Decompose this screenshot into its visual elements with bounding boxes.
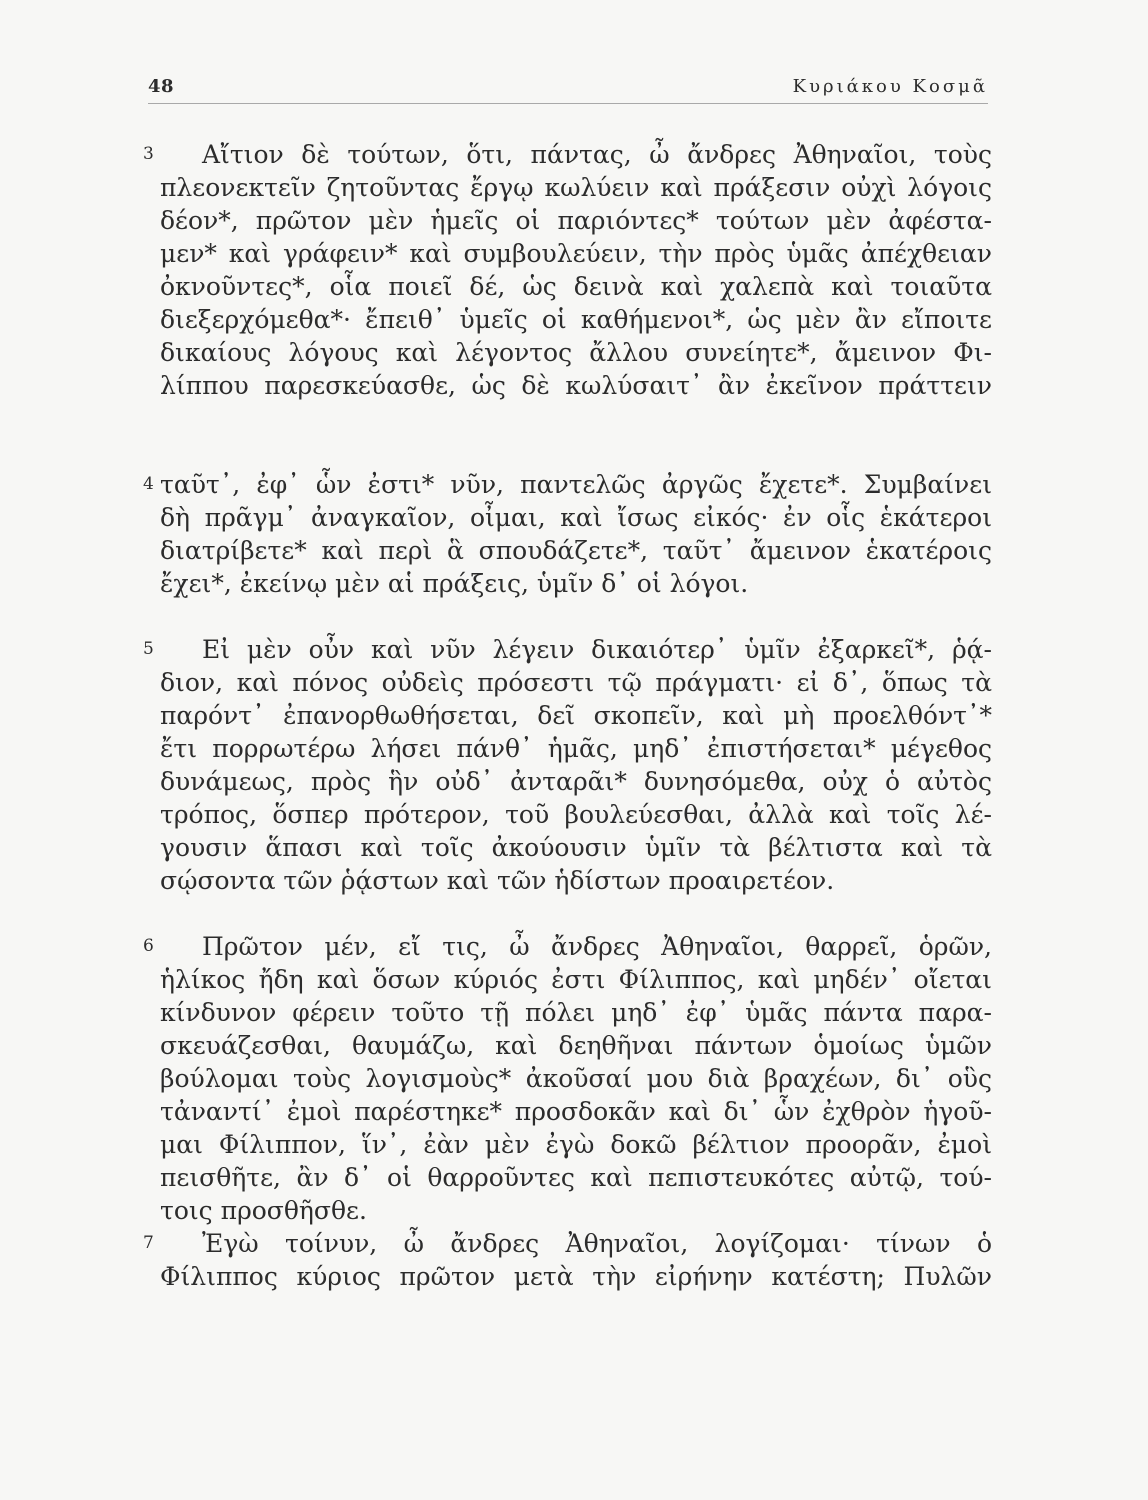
- text-line: Ἐγὼ τοίνυν, ὦ ἄνδρες Ἀθηναῖοι, λογίζομαι· τίνων ὁ: [202, 1229, 992, 1258]
- text-line: δέον*, πρῶτον μὲν ἡμεῖς οἱ παριόντες* τούτων μὲν ἀφέστα-: [160, 206, 992, 235]
- text-line: βούλομαι τοὺς λογισμοὺς* ἀκοῦσαί μου διὰ βραχέων, δι᾽ οὓς: [160, 1064, 992, 1093]
- text-line: ἔχει*, ἐκείνῳ μὲν αἱ πράξεις, ὑμῖν δ᾽ οἱ λόγοι.: [160, 569, 749, 598]
- text-line: δὴ πρᾶγμ᾽ ἀναγκαῖον, οἶμαι, καὶ ἴσως εἰκός· ἐν οἷς ἑκάτεροι: [160, 503, 992, 532]
- page-number: 48: [148, 76, 175, 97]
- text-line: Αἴτιον δὲ τούτων, ὅτι, πάντας, ὦ ἄνδρες Ἀθηναῖοι, τοὺς: [202, 140, 992, 169]
- text-line: κίνδυνον φέρειν τοῦτο τῇ πόλει μηδ᾽ ἐφ᾽ ὑμᾶς πάντα παρα-: [160, 998, 992, 1027]
- text-line: Πρῶτον μέν, εἴ τις, ὦ ἄνδρες Ἀθηναῖοι, θαρρεῖ, ὁρῶν,: [202, 932, 992, 961]
- text-line: μεν* καὶ γράφειν* καὶ συμβουλεύειν, τὴν πρὸς ὑμᾶς ἀπέχθειαν: [160, 239, 992, 268]
- text-line: μαι Φίλιππον, ἵν᾽, ἐὰν μὲν ἐγὼ δοκῶ βέλτιον προορᾶν, ἐμοὶ: [160, 1130, 992, 1159]
- text-line: σκευάζεσθαι, θαυμάζω, καὶ δεηθῆναι πάντων ὁμοίως ὑμῶν: [160, 1031, 992, 1060]
- text-line: ὀκνοῦντες*, οἷα ποιεῖ δέ, ὡς δεινὰ καὶ χαλεπὰ καὶ τοιαῦτα: [160, 272, 992, 301]
- section-marker-4: 4: [143, 474, 154, 494]
- section-marker-7: 7: [143, 1233, 154, 1253]
- text-line: πεισθῆτε, ἂν δ᾽ οἱ θαρροῦντες καὶ πεπιστευκότες αὐτῷ, τού-: [160, 1163, 992, 1192]
- running-title: Κυριάκου Κοσμᾶ: [792, 76, 988, 97]
- text-line: γουσιν ἅπασι καὶ τοῖς ἀκούουσιν ὑμῖν τὰ βέλτιστα καὶ τὰ: [160, 833, 992, 862]
- section-marker-3: 3: [143, 144, 154, 164]
- text-line: δικαίους λόγους καὶ λέγοντος ἄλλου συνείητε*, ἄμεινον Φι-: [160, 338, 992, 367]
- text-line: τοις προσθῆσθε.: [160, 1196, 367, 1225]
- text-line: ἡλίκος ἤδη καὶ ὅσων κύριός ἐστι Φίλιππος, καὶ μηδέν᾽ οἴεται: [160, 965, 992, 994]
- text-line: σῴσοντα τῶν ῥᾴστων καὶ τῶν ἡδίστων προαιρετέον.: [160, 866, 835, 895]
- text-line: διον, καὶ πόνος οὐδεὶς πρόσεστι τῷ πράγματι· εἰ δ᾽, ὅπως τὰ: [160, 668, 992, 697]
- text-line: παρόντ᾽ ἐπανορθωθήσεται, δεῖ σκοπεῖν, καὶ μὴ προελθόντ᾽*: [160, 701, 992, 730]
- text-line: διεξερχόμεθα*· ἔπειθ᾽ ὑμεῖς οἱ καθήμενοι*, ὡς μὲν ἂν εἴποιτε: [160, 305, 992, 334]
- text-line: Εἰ μὲν οὖν καὶ νῦν λέγειν δικαιότερ᾽ ὑμῖν ἐξαρκεῖ*, ῥᾴ-: [202, 635, 992, 664]
- text-line: πλεονεκτεῖν ζητοῦντας ἔργῳ κωλύειν καὶ πράξεσιν οὐχὶ λόγοις: [160, 173, 992, 202]
- text-line: δυνάμεως, πρὸς ἣν οὐδ᾽ ἀνταρᾶι* δυνησόμεθα, οὐχ ὁ αὐτὸς: [160, 767, 992, 796]
- section-marker-5: 5: [143, 639, 154, 659]
- text-line: λίππου παρεσκεύασθε, ὡς δὲ κωλύσαιτ᾽ ἂν ἐκεῖνον πράττειν: [160, 371, 992, 400]
- text-line: τρόπος, ὅσπερ πρότερον, τοῦ βουλεύεσθαι, ἀλλὰ καὶ τοῖς λέ-: [160, 800, 992, 829]
- text-line: ἔτι πορρωτέρω λήσει πάνθ᾽ ἡμᾶς, μηδ᾽ ἐπιστήσεται* μέγεθος: [160, 734, 992, 763]
- text-line: Φίλιππος κύριος πρῶτον μετὰ τὴν εἰρήνην κατέστη; Πυλῶν: [160, 1262, 992, 1291]
- text-line: διατρίβετε* καὶ περὶ ἃ σπουδάζετε*, ταῦτ᾽ ἄμεινον ἑκατέροις: [160, 536, 992, 565]
- text-line: τἀναντί᾽ ἐμοὶ παρέστηκε* προσδοκᾶν καὶ δι᾽ ὧν ἐχθρὸν ἡγοῦ-: [160, 1097, 992, 1126]
- section-marker-6: 6: [143, 936, 154, 956]
- header-rule: [148, 103, 988, 104]
- page-header: [148, 76, 988, 104]
- text-line: ταῦτ᾽, ἐφ᾽ ὧν ἐστι* νῦν, παντελῶς ἀργῶς ἔχετε*. Συμβαίνει: [160, 470, 992, 499]
